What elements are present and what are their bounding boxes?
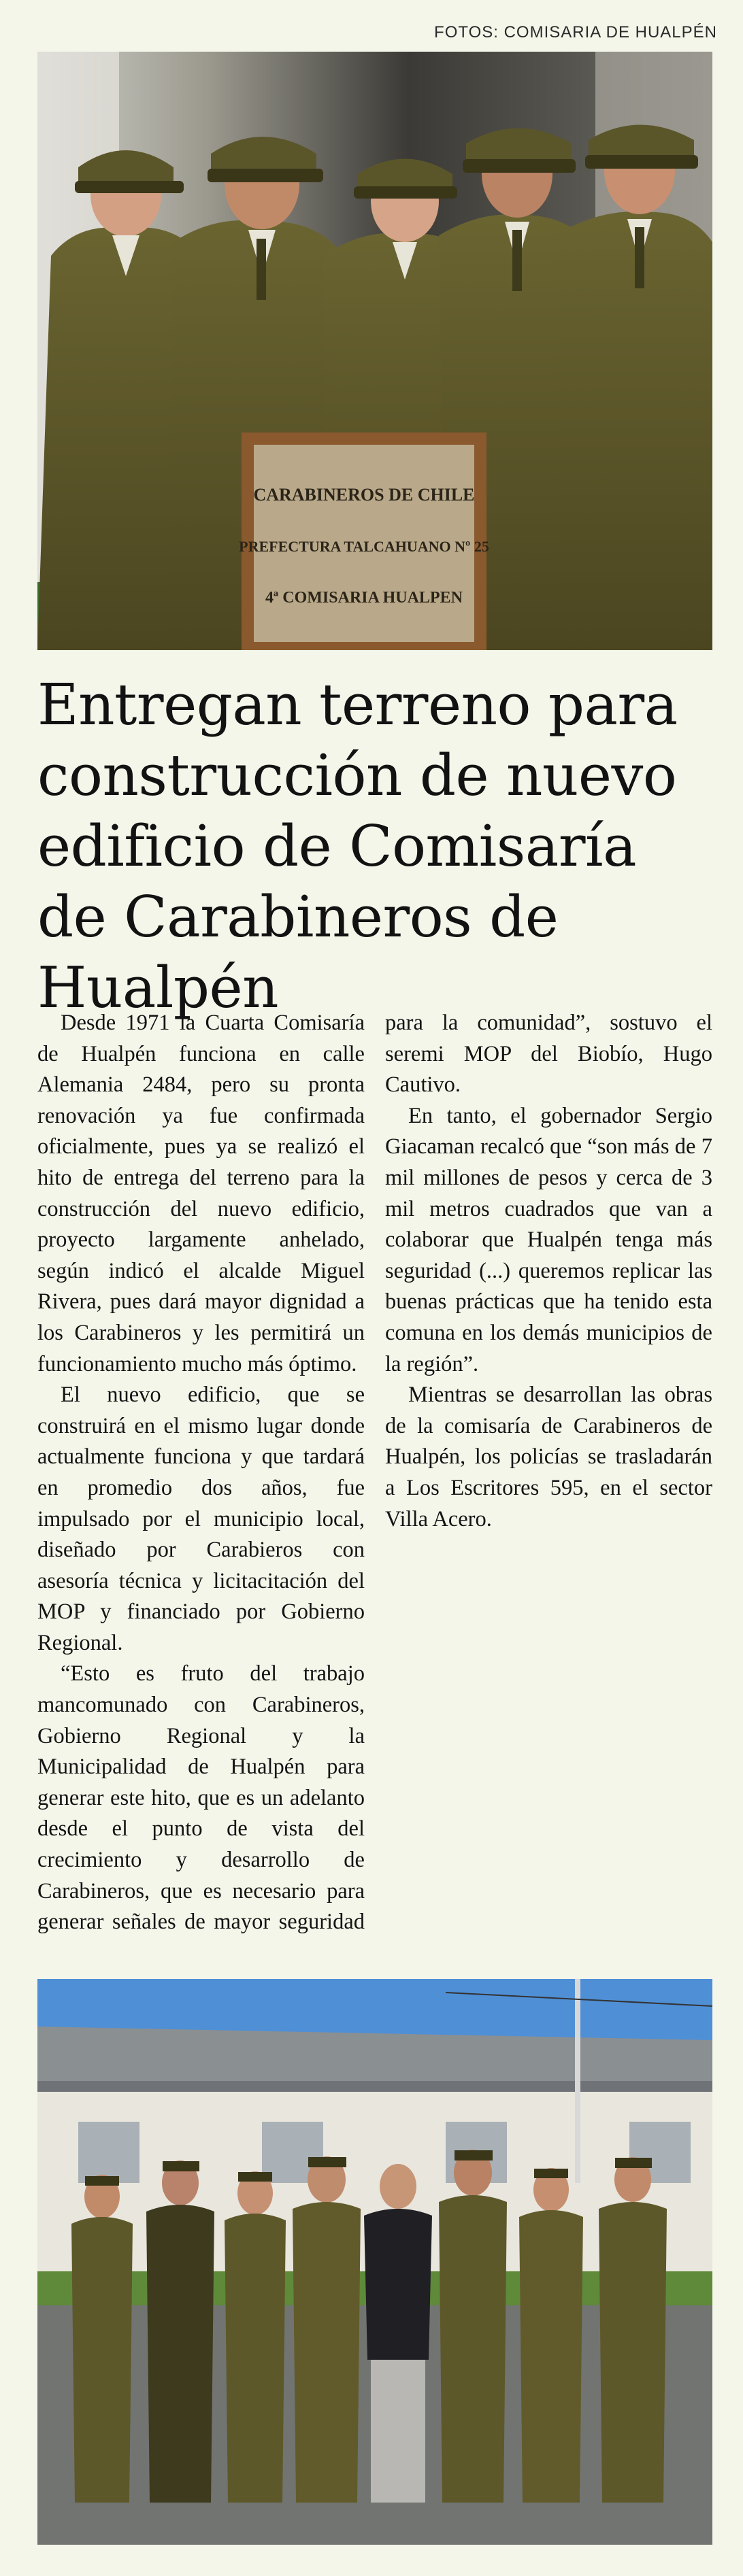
paragraph-4: En tanto, el gobernador Sergio Giacaman recalcó que “son más de 7 mil millones de pesos y cerca de 3 mil metros cuadrados que van a colaborar que Hualpén tenga más seguridad (...) queremos replicar las buenas prácticas que ha tenido esta comuna en los demás municipios de la región”. — [385, 1103, 712, 1376]
headline: Entregan terreno para construcción de nuevo edificio de Comisaría de Carabineros de Hualpén — [37, 672, 678, 1021]
bottom-photo-illustration — [37, 1979, 712, 2545]
top-photo-illustration — [37, 52, 712, 650]
paragraph-1: Desde 1971 la Cuarta Comisaría de Hualpén funciona en calle Alemania 2484, pero su pronta renovación ya fue confirmada oficialmente, pues ya se realizó el hito de entrega del terreno para la construcción del nuevo edificio, proyecto largamente anhelado, según indicó el alcalde Miguel Rivera, pues dará mayor dignidad a los Carabineros y les permitirá un funcionamiento mucho más óptimo. — [37, 1011, 365, 1376]
article-body — [37, 1008, 712, 1946]
paragraph-5: Mientras se desarrollan las obras de la comisaría de Carabineros de Hualpén, los policías se trasladarán a Los Escritores 595, en el sector Villa Acero. — [385, 1383, 712, 1531]
sign-line-3: 4ª COMISARIA HUALPEN — [265, 589, 463, 607]
paragraph-2: El nuevo edificio, que se construirá en el mismo lugar donde actualmente funciona y que tardará en promedio dos años, fue impulsado por el municipio local, diseñado por Carabieros con asesoría técnica y licitacitación del MOP y financiado por Gobierno Regional. — [37, 1383, 365, 1655]
plaque-sign — [239, 433, 489, 650]
top-photo-officers-with-plaque — [37, 52, 712, 650]
bottom-photo-group-outside-building — [37, 1979, 712, 2545]
sign-line-2: PREFECTURA TALCAHUANO Nº 25 — [239, 538, 489, 555]
photo-credit: FOTOS: COMISARIA DE HUALPÉN — [434, 23, 717, 41]
paragraph-3: “Esto es fruto del trabajo mancomunado con Carabineros, Gobierno Regional y la Municipalidad de Hualpén para generar este hito, que es un adelanto desde el punto de vista del crecimiento y desarrollo de Carabineros, que es necesario para generar señales de mayor seguridad para la comunidad”, sostuvo el seremi MOP del Biobío, Hugo Cautivo. — [37, 1011, 712, 1935]
sign-line-1: CARABINEROS DE CHILE — [253, 485, 475, 505]
